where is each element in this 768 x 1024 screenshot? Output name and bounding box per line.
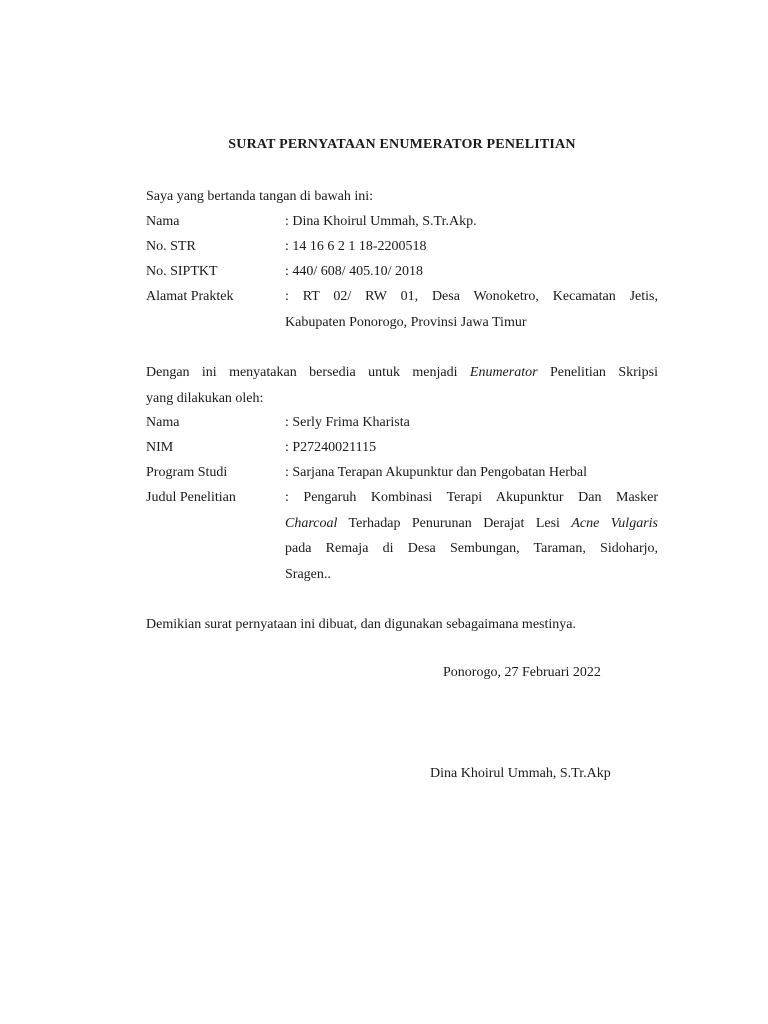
signer-name: Dina Khoirul Ummah, S.Tr.Akp bbox=[430, 766, 611, 781]
enumerator-address-line2: Kabupaten Ponorogo, Provinsi Jawa Timur bbox=[285, 314, 527, 330]
statement-line2: yang dilakukan oleh: bbox=[146, 390, 264, 406]
closing-text: Demikian surat pernyataan ini dibuat, dan digunakan sebagaimana mestinya. bbox=[146, 617, 576, 632]
enumerator-address-line1: : RT 02/ RW 01, Desa Wonoketro, Kecamatan Jetis, bbox=[285, 289, 658, 304]
statement-line1-italic: Enumerator bbox=[469, 365, 538, 380]
statement-paragraph bbox=[146, 360, 658, 411]
researcher-title-line2 bbox=[285, 511, 658, 537]
researcher-title-row bbox=[146, 485, 658, 587]
statement-line1-post: Penelitian Skripsi bbox=[537, 365, 658, 380]
enumerator-str-label: No. STR bbox=[146, 239, 196, 254]
enumerator-name-value: : Dina Khoirul Ummah, S.Tr.Akp. bbox=[285, 214, 477, 229]
statement-line1-pre: Dengan ini menyatakan bersedia untuk menjadi bbox=[146, 365, 470, 380]
researcher-name-row bbox=[146, 410, 658, 436]
enumerator-siptkt-row bbox=[146, 259, 658, 285]
enumerator-address-value bbox=[285, 284, 658, 335]
enumerator-address-label: Alamat Praktek bbox=[146, 289, 234, 304]
document-title: SURAT PERNYATAAN ENUMERATOR PENELITIAN bbox=[228, 137, 576, 152]
researcher-nim-row bbox=[146, 435, 658, 461]
statement-line1 bbox=[146, 360, 658, 386]
enumerator-str-value: : 14 16 6 2 1 18-2200518 bbox=[285, 239, 427, 254]
researcher-title-label: Judul Penelitian bbox=[146, 490, 236, 505]
enumerator-name-label: Nama bbox=[146, 214, 180, 229]
researcher-title-line4: Sragen.. bbox=[285, 566, 331, 582]
researcher-title-line3: pada Remaja di Desa Sembungan, Taraman, Sidoharjo, bbox=[285, 541, 658, 556]
researcher-program-label: Program Studi bbox=[146, 465, 228, 480]
place-date: Ponorogo, 27 Februari 2022 bbox=[443, 665, 601, 680]
intro-text: Saya yang bertanda tangan di bawah ini: bbox=[146, 189, 374, 204]
researcher-title-value bbox=[285, 485, 658, 587]
enumerator-siptkt-value: : 440/ 608/ 405.10/ 2018 bbox=[285, 264, 424, 279]
researcher-title-line1: : Pengaruh Kombinasi Terapi Akupunktur Dan Masker bbox=[285, 490, 658, 505]
researcher-name-value: : Serly Frima Kharista bbox=[285, 415, 410, 430]
researcher-title-italic2: Acne Vulgaris bbox=[571, 515, 658, 531]
researcher-title-italic1: Charcoal bbox=[285, 515, 338, 531]
researcher-program-value: : Sarjana Terapan Akupunktur dan Pengobatan Herbal bbox=[285, 465, 588, 480]
researcher-nim-label: NIM bbox=[146, 440, 174, 455]
enumerator-siptkt-label: No. SIPTKT bbox=[146, 264, 218, 279]
enumerator-str-row bbox=[146, 234, 658, 260]
researcher-nim-value: : P27240021115 bbox=[285, 440, 377, 455]
enumerator-name-row bbox=[146, 209, 658, 235]
researcher-name-label: Nama bbox=[146, 415, 180, 430]
enumerator-address-row bbox=[146, 284, 658, 335]
researcher-title-mid: Terhadap Penurunan Derajat Lesi bbox=[337, 515, 572, 531]
researcher-program-row bbox=[146, 460, 658, 486]
